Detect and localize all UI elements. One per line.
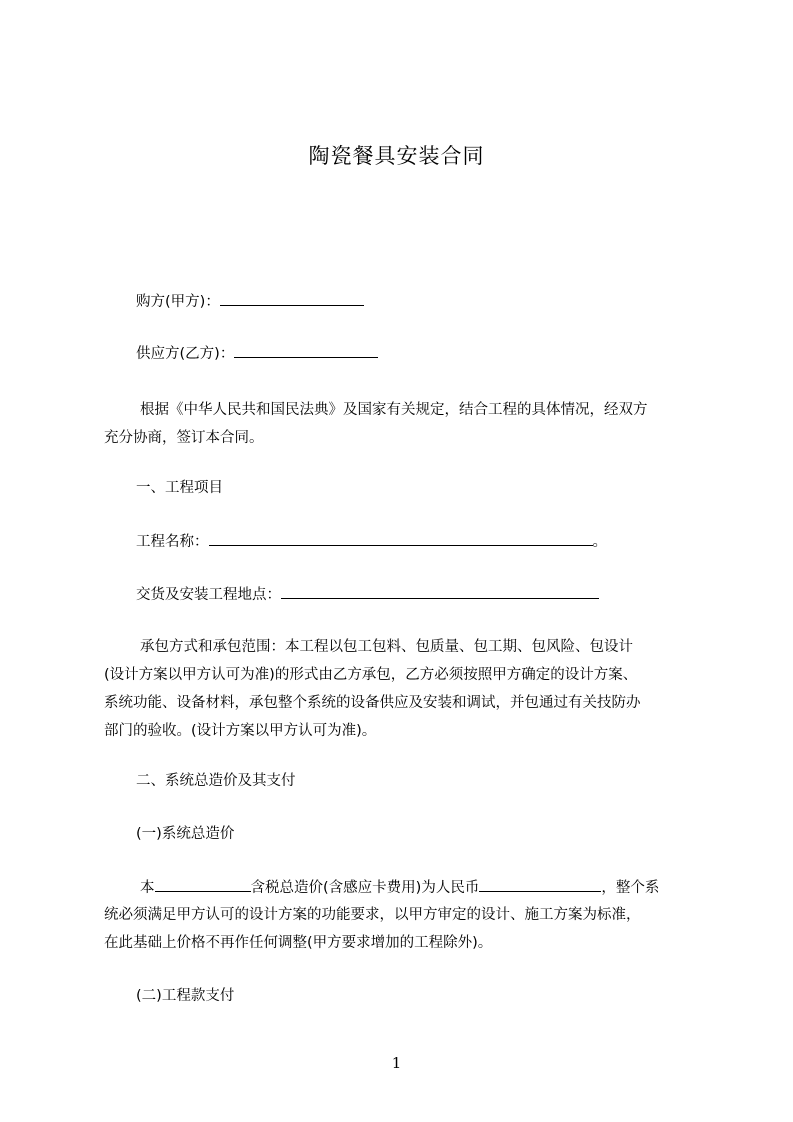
delivery-location-label: 交货及安装工程地点： [136, 587, 281, 603]
supplier-blank[interactable] [234, 339, 378, 358]
buyer-label: 购方(甲方)： [136, 294, 220, 310]
price-amount-blank[interactable] [479, 873, 601, 892]
scope-paragraph [104, 633, 641, 745]
supplier-line [136, 339, 378, 367]
intro-paragraph [104, 396, 648, 452]
sub1-heading: (一)系统总造价 [136, 826, 235, 842]
price-line: 在此基础上价格不再作任何调整(甲方要求增加的工程除外)。 [104, 935, 493, 951]
scope-line: (设计方案以甲方认可为准)的形式由乙方承包，乙方必须按照甲方确定的设计方案、 [104, 667, 638, 683]
price-text: 含税总造价(含感应卡费用)为人民币 [250, 880, 480, 896]
price-line: 统必须满足甲方认可的设计方案的功能要求，以甲方审定的设计、施工方案为标准， [104, 907, 641, 923]
delivery-location-line [136, 580, 599, 608]
supplier-label: 供应方(乙方)： [136, 346, 235, 362]
price-paragraph [104, 873, 659, 957]
buyer-line [136, 287, 364, 315]
project-name-line [136, 527, 607, 555]
scope-line: 承包方式和承包范围：本工程以包工包料、包质量、包工期、包风险、包设计 [140, 639, 633, 655]
project-name-blank[interactable] [209, 527, 593, 546]
intro-line: 充分协商，签订本合同。 [104, 430, 264, 446]
scope-line: 部门的验收。(设计方案以甲方认可为准)。 [104, 723, 377, 739]
scope-line: 系统功能、设备材料，承包整个系统的设备供应及安装和调试，并包通过有关技防办 [104, 695, 641, 711]
intro-line: 根据《中华人民共和国民法典》及国家有关规定，结合工程的具体情况，经双方 [140, 402, 648, 418]
sub2-heading: (二)工程款支付 [136, 988, 235, 1004]
project-name-end: 。 [592, 534, 607, 550]
price-text: 本 [140, 880, 155, 896]
page-number: 1 [391, 1054, 402, 1072]
project-name-label: 工程名称： [136, 534, 209, 550]
document-title: 陶瓷餐具安装合同 [308, 144, 485, 168]
section2-heading: 二、系统总造价及其支付 [136, 773, 296, 789]
price-text: ，整个系 [601, 880, 660, 896]
buyer-blank[interactable] [220, 287, 364, 306]
section1-heading: 一、工程项目 [136, 480, 223, 496]
project-blank[interactable] [155, 873, 251, 892]
delivery-location-blank[interactable] [281, 580, 599, 599]
